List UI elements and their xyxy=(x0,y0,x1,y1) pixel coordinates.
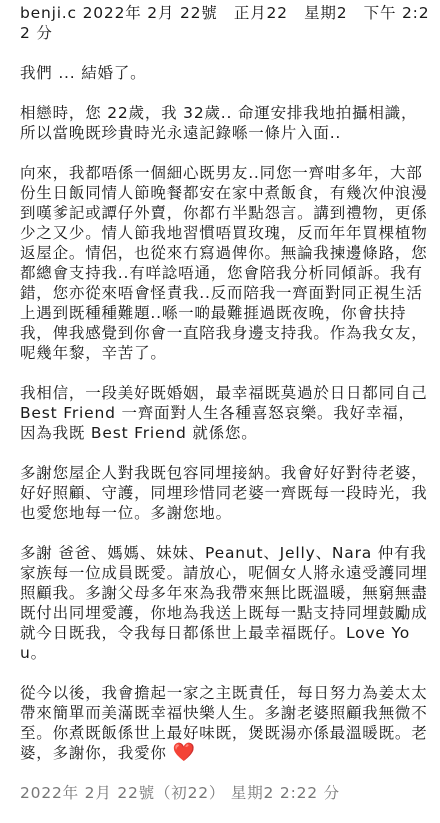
paragraph-2: 相戀時，您 22歲，我 32歲.. 命運安排我地拍攝相識，所以當晚既珍貴時光永遠記錄喺一條片入面.. xyxy=(20,104,418,142)
post-timestamp: 2022年 2月 22號 正月22 星期2 下午 2:22 分 xyxy=(20,4,430,42)
heart-icon: ❤️ xyxy=(172,742,196,763)
paragraph-6: 多謝 爸爸、媽媽、妹妹、Peanut、Jelly、Nara 仲有我家族每一位成員既愛。請放心，呢個女人將永遠受護同埋照顧我。多謝父母多年來為我帶來無比既溫暖，無窮無盡既付出同埋愛護，你地為我送上既每一點支持同埋鼓勵成就今日既我，令我每日都係世上最幸福既仔。Love You。 xyxy=(20,544,428,662)
username[interactable]: benji.c xyxy=(20,4,77,22)
post-header xyxy=(20,3,430,43)
paragraph-3: 向來，我都唔係一個細心既男友..同您一齊咁多年，大部份生日飯同情人節晚餐都安在家中煮飯食，有幾次仲浪漫到嘆爹記或譚仔外賣，你都冇半點怨言。講到禮物，更係少之又少。情人節我地習慣唔買玫瑰，反而年年買棵植物返屋企。情侶，也從來冇寫過俾你。無論我揀邊條路，您都總會支持我..有咩諗唔通，您會陪我分析同傾訴。我有錯，您亦從來唔會怪責我..反而陪我一齊面對同正視生活上遇到既種種難題..喺一啲最難捱過既夜晚，你會扶持我，俾我感覺到你會一直陪我身邊支持我。作為我女友，呢幾年黎，辛苦了。 xyxy=(20,164,428,362)
footer-timestamp: 2022年 2月 22號（初22） 星期2 2:22 分 xyxy=(20,784,340,802)
paragraph-7-text: 從今以後，我會擔起一家之主既責任，每日努力為姜太太帶來簡單而美滿既幸福快樂人生。多謝老婆照顧我無微不至。你煮既飯係世上最好味既，煲既湯亦係最溫暖既。老婆，多謝你，我愛你 xyxy=(20,684,428,762)
post-body xyxy=(20,3,430,823)
paragraph-7 xyxy=(20,683,430,763)
paragraph-5: 多謝您屋企人對我既包容同埋接納。我會好好對待老婆，好好照顧、守護，同埋珍惜同老婆一齊既每一段時光，我也愛您地每一位。多謝您地。 xyxy=(20,464,428,522)
paragraph-4: 我相信，一段美好既婚姻，最幸福既莫過於日日都同自己 Best Friend 一齊面對人生各種喜怒哀樂。我好幸福，因為我既 Best Friend 就係您。 xyxy=(20,384,428,442)
paragraph-1: 我們 ... 結婚了。 xyxy=(20,64,147,82)
